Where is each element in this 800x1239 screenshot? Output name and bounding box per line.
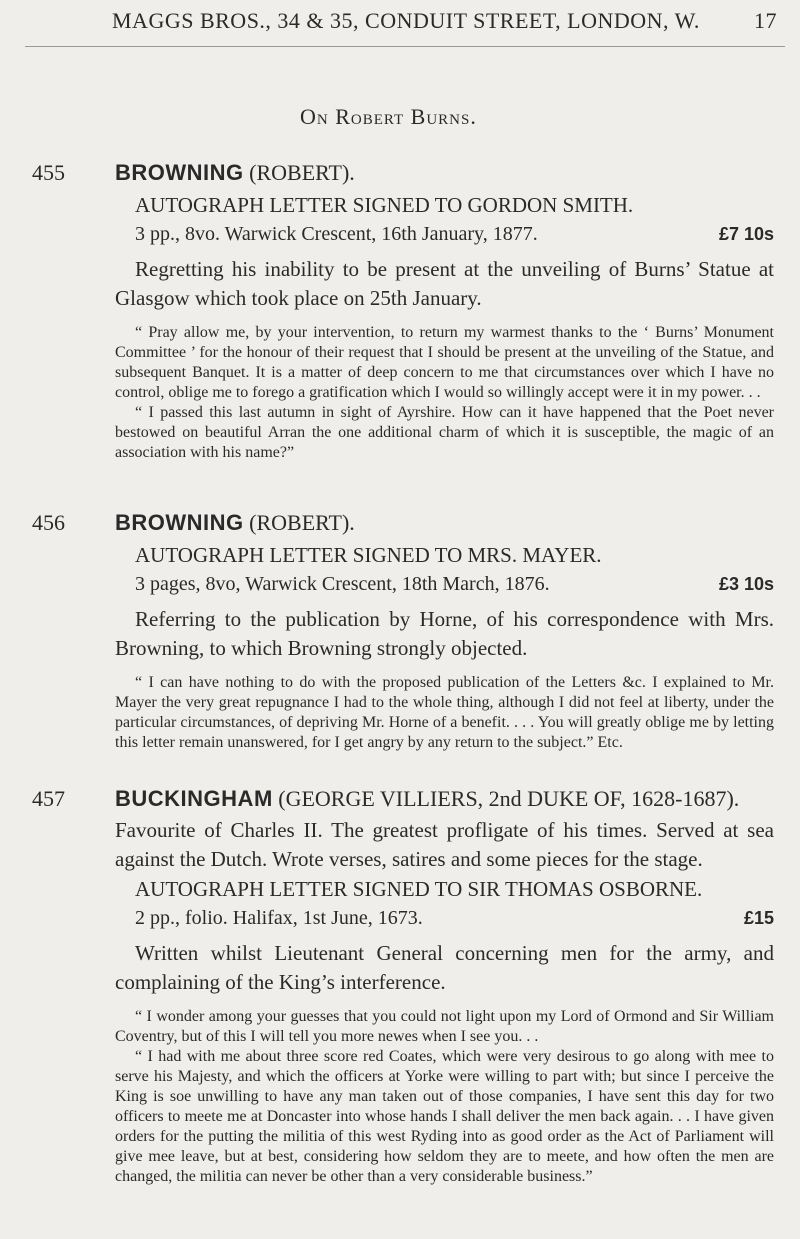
quote-paragraph: “ I had with me about three score red Coates, which were very desirous to go along with mee to serve his Majesty, and which the officers at Yorke were willing to part with; but since I perceive the King is soe unwilling to have any man taken out of those companies, I have sent this day for two officers to meete me at Doncaster into whose hands I shall deliver the men back again. . . I have given orders for the putting the militia of this west Ryding into as good order as the Act of Parliament will give mee leave, but at best, considering how seldom they are to meete, and how often the men are changed, the militia can never be other than a very considerable business.” <box>115 1048 774 1185</box>
lot-body <box>115 816 774 1187</box>
item-details: 3 pages, 8vo, Warwick Crescent, 18th March, 1876. <box>135 573 550 595</box>
header-text: MAGGS BROS., 34 & 35, CONDUIT STREET, LONDON, W. <box>112 8 700 33</box>
quote-paragraph: “ I passed this last autumn in sight of Ayrshire. How can it have happened that the Poet never bestowed on beautiful Arran the one additional charm of which it is susceptible, the magic of an association with his name?” <box>115 404 774 461</box>
lot-number: 455 <box>32 160 65 185</box>
item-title: AUTOGRAPH LETTER SIGNED TO MRS. MAYER. <box>135 543 602 567</box>
item-price: £3 10s <box>718 574 774 594</box>
author-name: BROWNING <box>115 160 244 185</box>
lot-body <box>115 540 774 753</box>
quote-paragraph: “ I wonder among your guesses that you could not light upon my Lord of Ormond and Sir William Coventry, but of this I will tell you more newes when I see you. . . <box>115 1008 774 1045</box>
item-price: £15 <box>743 908 774 928</box>
item-price: £7 10s <box>718 224 774 244</box>
header-rule <box>25 46 785 47</box>
item-description: Written whilst Lieutenant General concerning men for the army, and complaining of the King’s interference. <box>115 941 774 994</box>
page-number: 17 <box>754 8 777 33</box>
author-detail: (GEORGE VILLIERS, 2nd DUKE OF, 1628-1687). <box>272 786 740 811</box>
item-details-row <box>135 904 774 933</box>
item-title: AUTOGRAPH LETTER SIGNED TO GORDON SMITH. <box>135 193 634 217</box>
author-name: BROWNING <box>115 510 244 535</box>
item-details: 3 pp., 8vo. Warwick Crescent, 16th January, 1877. <box>135 223 538 245</box>
lot-body <box>115 190 774 463</box>
lot-heading <box>115 786 739 812</box>
item-description: Regretting his inability to be present at the unveiling of Burns’ Statue at Glasgow which took place on 25th January. <box>115 257 774 310</box>
lot-heading <box>115 160 355 186</box>
item-details: 2 pp., folio. Halifax, 1st June, 1673. <box>135 907 423 929</box>
author-name: BUCKINGHAM <box>115 786 273 811</box>
item-title: AUTOGRAPH LETTER SIGNED TO SIR THOMAS OSBORNE. <box>135 877 703 901</box>
section-title: On Robert Burns. <box>300 104 477 129</box>
item-details-row <box>135 570 774 599</box>
author-detail: (ROBERT). <box>243 510 355 535</box>
lot-number: 457 <box>32 786 65 811</box>
running-header <box>112 8 777 34</box>
quote-paragraph: “ Pray allow me, by your intervention, to return my warmest thanks to the ‘ Burns’ Monument Committee ’ for the honour of their request that I should be present at the unveiling of the Statue, and subsequent Banquet. It is a matter of deep concern to me that circumstances over which I have no control, oblige me to forego a gratification which I would so willingly accept were it in my power. . . <box>115 324 774 401</box>
quote-paragraph: “ I can have nothing to do with the proposed publication of the Letters &c. I explained to Mr. Mayer the very great repugnance I had to the whole thing, although I did not feel at liberty, under the particular circumstances, of depriving Mr. Horne of a benefit. . . . You will greatly oblige me by letting this letter remain unanswered, for I get angry by any return to the subject.” Etc. <box>115 674 774 751</box>
item-description: Referring to the publication by Horne, of his correspondence with Mrs. Browning, to which Browning strongly objected. <box>115 607 774 660</box>
item-details-row <box>135 220 774 249</box>
lot-number: 456 <box>32 510 65 535</box>
author-detail: (ROBERT). <box>243 160 355 185</box>
lot-introduction: Favourite of Charles II. The greatest profligate of his times. Served at sea against the Dutch. Wrote verses, satires and some pieces for the stage. <box>115 818 774 871</box>
lot-heading <box>115 510 355 536</box>
